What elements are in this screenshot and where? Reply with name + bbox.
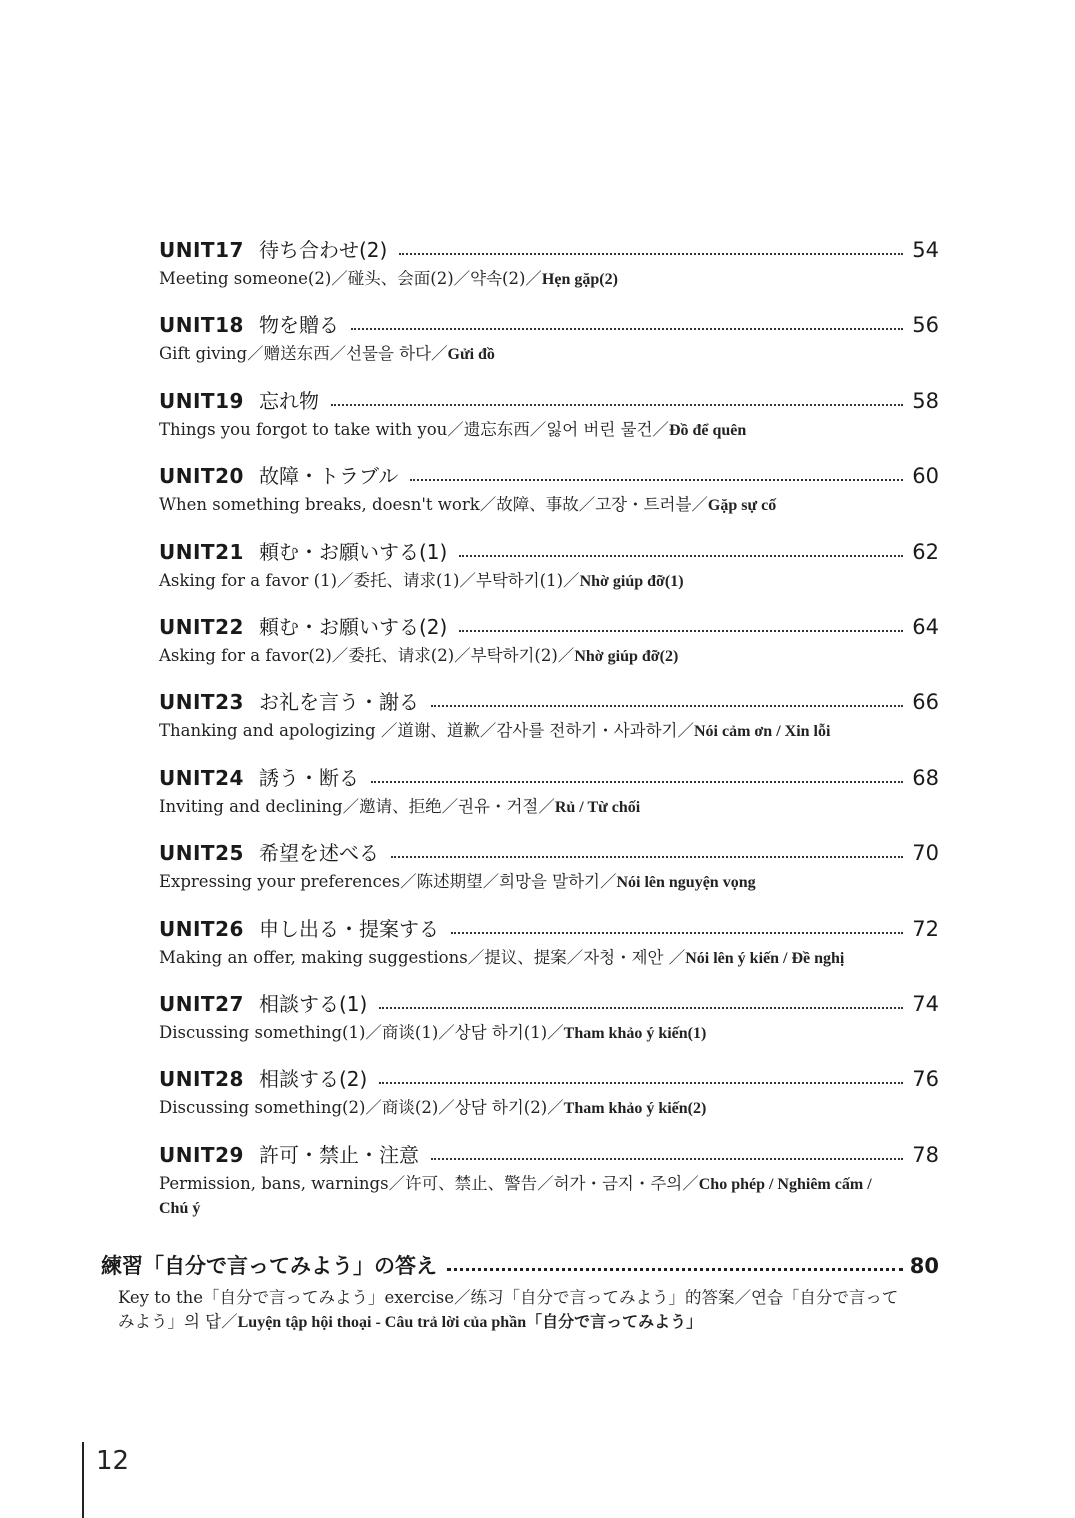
toc-entry-heading	[159, 911, 939, 943]
page-number: 64	[912, 614, 939, 639]
vietnamese-title: Tham khảo ý kiến(1)	[563, 1024, 707, 1042]
folio-rule	[82, 1442, 84, 1518]
dot-leader	[451, 931, 903, 934]
toc-entry-heading	[159, 534, 939, 566]
unit-label: UNIT24	[159, 765, 244, 790]
unit-title: 許可・禁止・注意	[259, 1142, 419, 1167]
translation-text: Asking for a favor (1)／委托、请求(1)／부탁하기(1)／	[159, 570, 580, 590]
unit-label: UNIT18	[159, 313, 244, 338]
dot-leader	[331, 403, 903, 406]
vietnamese-title: Nhờ giúp đỡ(1)	[579, 572, 684, 590]
unit-title: お礼を言う・謝る	[259, 690, 419, 715]
dot-leader	[351, 327, 903, 330]
translation-text: Key to the「自分で言ってみよう」exercise／练习「自分で言ってみよう」的答案／연습「自分で言ってみよう」의 답／	[118, 1288, 899, 1331]
toc-entry-heading	[159, 1061, 939, 1093]
unit-title: 待ち合わせ(2)	[259, 238, 388, 262]
answers-title: 練習「自分で言ってみよう」の答え	[101, 1254, 437, 1278]
unit-translations	[159, 946, 901, 970]
unit-translations	[159, 1096, 901, 1120]
dot-leader	[379, 1006, 903, 1009]
unit-title: 忘れ物	[259, 388, 319, 413]
toc-entry-unit17[interactable]	[159, 232, 939, 307]
unit-title: 申し出る・提案する	[259, 916, 439, 941]
dot-leader	[371, 780, 903, 783]
dot-leader	[399, 252, 903, 255]
translation-text: Things you forgot to take with you／遗忘东西／잃어 버린 물건／	[159, 419, 669, 439]
vietnamese-title: Luyện tập hội thoại - Câu trả lời của phần「自分で言ってみよう」	[237, 1314, 703, 1331]
unit-translations	[159, 1021, 901, 1045]
dot-leader	[379, 1081, 903, 1084]
unit-translations	[159, 569, 901, 593]
translation-text: Discussing something(2)／商谈(2)／상담 하기(2)／	[159, 1098, 564, 1118]
toc-entry-heading	[101, 1246, 939, 1280]
unit-title: 頼む・お願いする(2)	[259, 614, 448, 639]
translation-text: When something breaks, doesn't work／故障、事故／고장・트러블／	[159, 495, 708, 515]
translation-text: Expressing your preferences／陈述期望／희망을 말하기／	[159, 872, 617, 892]
toc-entry-unit27[interactable]	[159, 986, 939, 1061]
translation-text: Thanking and apologizing ／道谢、道歉／감사를 전하기・사과하기／	[159, 721, 694, 741]
vietnamese-title: Nói lên ý kiến / Đề nghị	[685, 949, 845, 967]
page-number: 60	[912, 464, 939, 489]
page-number: 58	[912, 388, 939, 413]
table-of-contents	[159, 232, 939, 1237]
unit-label: UNIT20	[159, 464, 244, 489]
page-number: 76	[912, 1067, 939, 1092]
unit-label: UNIT19	[159, 388, 244, 413]
page-number: 68	[912, 765, 939, 790]
toc-entry-heading	[159, 986, 939, 1018]
dot-leader	[447, 1267, 903, 1271]
unit-label: UNIT21	[159, 539, 244, 564]
unit-label: UNIT25	[159, 841, 244, 866]
toc-entry-practice-answers[interactable]	[101, 1246, 939, 1335]
toc-entry-unit23[interactable]	[159, 684, 939, 759]
translation-text: Making an offer, making suggestions／提议、提案／자청・제안 ／	[159, 947, 686, 967]
toc-entry-heading	[159, 684, 939, 716]
toc-entry-heading	[159, 458, 939, 490]
toc-entry-unit29[interactable]	[159, 1137, 939, 1237]
vietnamese-title: Gặp sự cố	[707, 497, 777, 515]
vietnamese-title: Nói cảm ơn / Xin lỗi	[694, 723, 831, 741]
vietnamese-title: Đồ để quên	[668, 421, 747, 439]
page-number: 54	[912, 238, 939, 262]
translation-text: Inviting and declining／邀请、拒绝／권유・거절／	[159, 796, 555, 816]
dot-leader	[431, 704, 903, 707]
vietnamese-title: Rủ / Từ chối	[554, 798, 641, 816]
unit-translations	[159, 1172, 901, 1220]
vietnamese-title: Nhờ giúp đỡ(2)	[574, 647, 679, 665]
page-number: 62	[912, 539, 939, 564]
unit-title: 誘う・断る	[259, 765, 359, 790]
vietnamese-title: Gửi đồ	[447, 346, 495, 364]
unit-translations	[159, 870, 901, 894]
page-number: 56	[912, 313, 939, 338]
page-number: 66	[912, 690, 939, 715]
unit-title: 物を贈る	[259, 313, 339, 338]
unit-translations	[159, 267, 901, 291]
unit-title: 頼む・お願いする(1)	[259, 539, 448, 564]
toc-entry-heading	[159, 835, 939, 867]
translation-text: Discussing something(1)／商谈(1)／상담 하기(1)／	[159, 1022, 564, 1042]
unit-title: 故障・トラブル	[259, 464, 399, 489]
unit-title: 相談する(1)	[259, 991, 368, 1016]
toc-entry-heading	[159, 609, 939, 641]
translation-text: Permission, bans, warnings／许可、禁止、警告／허가・금지・주의／	[159, 1173, 699, 1193]
unit-label: UNIT22	[159, 614, 244, 639]
page-number: 72	[912, 916, 939, 941]
toc-entry-unit22[interactable]	[159, 609, 939, 684]
toc-entry-heading	[159, 383, 939, 415]
dot-leader	[459, 629, 903, 632]
translation-text: Gift giving／赠送东西／선물을 하다／	[159, 344, 448, 364]
toc-entry-heading	[159, 232, 939, 264]
unit-translations	[159, 342, 901, 366]
unit-translations	[159, 418, 901, 442]
unit-translations	[159, 795, 901, 819]
toc-entry-heading	[159, 760, 939, 792]
dot-leader	[391, 855, 903, 858]
page-number: 80	[909, 1254, 939, 1278]
vietnamese-title: Hẹn gặp(2)	[541, 271, 618, 288]
translation-text: Meeting someone(2)／碰头、会面(2)／약속(2)／	[159, 269, 542, 288]
unit-label: UNIT29	[159, 1142, 244, 1167]
unit-label: UNIT23	[159, 690, 244, 715]
dot-leader	[431, 1157, 903, 1160]
toc-entry-unit25[interactable]	[159, 835, 939, 910]
toc-entry-unit24[interactable]	[159, 760, 939, 835]
unit-title: 相談する(2)	[259, 1067, 368, 1092]
unit-translations	[159, 719, 901, 743]
page-folio: 12	[96, 1446, 130, 1476]
unit-title: 希望を述べる	[259, 841, 379, 866]
translation-text: Asking for a favor(2)／委托、请求(2)／부탁하기(2)／	[159, 645, 575, 665]
toc-entry-unit19[interactable]	[159, 383, 939, 458]
toc-entry-heading	[159, 307, 939, 339]
page-number: 78	[912, 1142, 939, 1167]
vietnamese-title: Cho phép / Nghiêm cấm / Chú ý	[159, 1175, 872, 1217]
vietnamese-title: Nói lên nguyện vọng	[616, 874, 756, 892]
toc-entry-unit21[interactable]	[159, 534, 939, 609]
unit-translations	[159, 644, 901, 668]
vietnamese-title: Tham khảo ý kiến(2)	[563, 1100, 707, 1118]
unit-translations	[159, 493, 901, 517]
unit-label: UNIT26	[159, 916, 244, 941]
page-number: 74	[912, 991, 939, 1016]
toc-entry-unit18[interactable]	[159, 307, 939, 382]
answers-translations	[118, 1286, 908, 1335]
dot-leader	[459, 554, 903, 557]
dot-leader	[410, 478, 903, 481]
unit-label: UNIT27	[159, 991, 244, 1016]
toc-entry-unit28[interactable]	[159, 1061, 939, 1136]
toc-entry-unit26[interactable]	[159, 911, 939, 986]
toc-entry-heading	[159, 1137, 939, 1169]
toc-entry-unit20[interactable]	[159, 458, 939, 533]
unit-label: UNIT28	[159, 1067, 244, 1092]
unit-label: UNIT17	[159, 238, 244, 262]
page-number: 70	[912, 841, 939, 866]
